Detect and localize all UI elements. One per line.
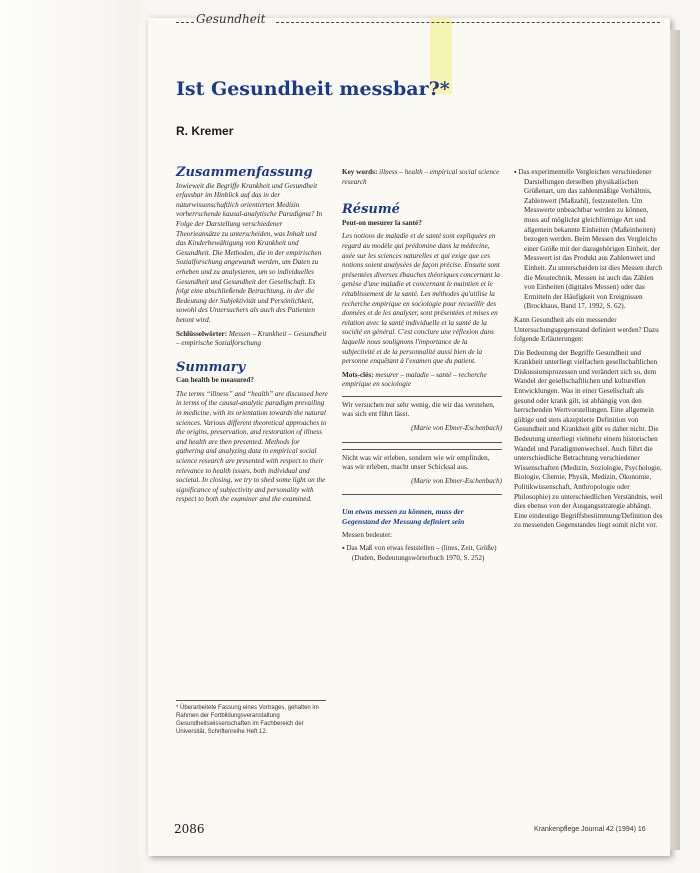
quote-2-source: (Marie von Ebner-Eschenbach) xyxy=(411,476,502,485)
scan-background xyxy=(0,0,140,873)
col3-paragraph-1: Kann Gesundheit als ein messender Untersuchungsgegenstand definiert werden? Dazu folgende Erläuterungen: xyxy=(514,315,659,344)
box-bullet-text: Das Maß von etwas feststellen – (lines, Zeit, Größe) (Duden, Bedeutungswörterbuch 1970, S. 252) xyxy=(346,544,497,562)
keywords-de: Messen – Krankheit – Gesundheit – empirische Sozialforschung xyxy=(176,329,327,348)
quote-2-text: Nicht was wir erleben, sondern wie wir empfinden, was wir erleben, macht unser Schicksal aus. xyxy=(342,453,490,472)
col3-bullet-text: Das experimentelle Vergleichen verschiedener Darstellungen derselben physikalischen Größenart, um das zahlenmäßige Verhältnis, Zahlenwert (Maßzahl), festzustellen. Um Messwerte unbeachtbar werden zu können, muss auf möglichst gleichförmige Art und allgemein bekannte Einheiten (Maßeinheiten) bezogen werden. Beim Messen des Vergleichs einer Größe mit der dazugehörigen Einheit, der Messwert ist das Produkt aus Zahlenwert und Einheit. Zu unterscheiden ist dies Messen durch die Messtechnik. Messen ist auch das Zählen von Einheiten (digitales Messen) oder das Ermitteln der Häufigkeit von Ereignissen (Brockhaus, Band 17, 1992, S. 62). xyxy=(518,168,662,311)
footnote: * Überarbeitete Fassung eines Vortrages, gehalten im Rahmen der Fortbildungsveranstaltung Gesundheitswissenschaften im Fachbereich der Universität, Schriftenreihe Heft 12. xyxy=(176,700,326,736)
resume-heading: Résumé xyxy=(342,202,400,218)
quote-box-2 xyxy=(342,449,502,496)
zusammenfassung-text: Inwieweit die Begriffe Krankheit und Gesundheit erfassbar im Hinblick auf das in der naturwissenschaftlich orientierten Medizin vorherrschende kausal-analytische Paradigma? In Folge der Darstellung verschiedener Theorieansätze zu unterscheiden, was Inhalt und das Kinderbewältigung von Krankheit und Gesundheit. Die Methoden, die in der empirischen Sozialforschung angewandt werden, um Daten zu erheben und zu analysieren, um so individuelles Gesundheit und Gesundheit der Gesellschaft. Es folgt eine abschließende Betrachtung, in der die Bedeutung der Subjektivität und Persönlichkeit, sowohl des Untersuchers als auch des Patienten betont wird. xyxy=(176,181,323,324)
box-bullet: ▪ Das Maß von etwas feststellen – (lines, Zeit, Größe) (Duden, Bedeutungswörterbuch 1970, S. 252) xyxy=(342,544,497,562)
column-1 xyxy=(176,165,328,509)
header-rule-left xyxy=(176,22,194,24)
quote-1-source: (Marie von Ebner-Eschenbach) xyxy=(411,424,502,433)
keywords-en: illness – health – empirical social science research xyxy=(342,168,500,186)
zusammenfassung-heading: Zusammenfassung xyxy=(176,165,313,180)
keywords-label-en: Key words: xyxy=(342,168,378,176)
summary-subheading: Can health be measured? xyxy=(176,376,254,385)
article-title: Ist Gesundheit messbar?* xyxy=(176,78,450,100)
article-author: R. Kremer xyxy=(176,124,234,138)
header-rule-right xyxy=(276,22,660,24)
quote-box-1 xyxy=(342,396,502,443)
box-lead: Messen bedeutet: xyxy=(342,530,393,539)
col3-bullet: ▪ Das experimentelle Vergleichen verschiedener Darstellungen derselben physikalischen Größenart, um das zahlenmäßige Verhältnis, Zahlenwert (Maßzahl), festzustellen. Um Messwerte unbeachtbar werden zu können, muss auf möglichst gleichförmige Art und allgemein bekannte Einheiten (Maßeinheiten) bezogen werden. Beim Messen des Vergleichs einer Größe mit der dazugehörigen Einheit, der Messwert ist das Produkt aus Zahlenwert und Einheit. Zu unterscheiden ist dies Messen durch die Messtechnik. Messen ist auch das Zählen von Einheiten (digitales Messen) oder das Ermitteln der Häufigkeit von Ereignissen (Brockhaus, Band 17, 1992, S. 62). xyxy=(514,168,662,311)
box-heading: Um etwas messen zu können, muss der Gegenstand der Messung definiert sein xyxy=(342,507,465,527)
summary-heading: Summary xyxy=(176,359,246,375)
page-number: 2086 xyxy=(174,822,205,836)
resume-subheading: Peut-on mesurer la santé? xyxy=(342,218,422,227)
keywords-label-de: Schlüsselwörter: xyxy=(176,329,228,338)
summary-text: The terms “illness” and “health” are discussed here in terms of the causal-analytic paradigm prevailing in medicine, with its orientation towards the natural sciences. Various different theoretical approaches to the origins, preservation, and restoration of illness and health are then presented. Methods for gathering and analyzing data in empirical social science research are presented with respect to their relevance to health issues, both individual and societal. In closing, we try to shed some light on the significance of subjectivity and personality with respect to both the examiner and the examined. xyxy=(176,389,328,504)
journal-footer: Krankenpflege Journal 42 (1994) 16 xyxy=(534,826,646,833)
keywords-fr: mesurer – maladie – santé – recherche empirique en sociologie xyxy=(342,370,487,389)
page-edge xyxy=(670,30,680,850)
resume-text: Les notions de maladie et de santé sont expliquées en regard au modèle qui prédomine dans la médecine, axée sur les sciences naturelles et qui exige que ces notions soient analysées de façon précise. Ensuite sont présentées diverses ébauches théoriques concernant la genèse d'une maladie et concernant le maintien et le rétablissement de la santé. Les méthodes qu'utilise la recherche empirique en sociologie pour recueillir des données et de les analyser, sont présentées et mises en relation avec la santé individuelle et la santé de la société en général. C'est conclure une réflexion dans laquelle nous soulignons l'importance de la subjectivité et de la personnalité aussi bien de la personne enquêtant à l'examen que du patient. xyxy=(342,232,500,366)
column-3 xyxy=(514,168,664,535)
column-2 xyxy=(342,168,502,567)
section-label: Gesundheit xyxy=(196,12,266,26)
col3-paragraph-2: Die Bedeutung der Begriffe Gesundheit und Krankheit unterliegt vielfachen gesellschaftlichen Diskussionsprozessen und verändert sich so, dem Wandel der gesellschaftlichen und kulturellen Entwicklungen. Was in einer Gesellschaft als gesund oder krank gilt, ist abhängig von den herrschenden Wertvorstellungen. Eine allgemein gültige und stets akzeptierte Definition von Gesundheit und Krankheit gibt es daher nicht. Die Bedeutung unterliegt vielmehr einem historischen Wandel und Paradigmenwechsel. Auch führt die unterschiedliche Betrachtung verschiedener Wissenschaften (Medizin, Soziologie, Psychologie, Biologie, Chemie, Physik, Medizin, Ökonomie, Politikwissenschaft, Anthropologie oder Philosophie) zu unterschiedlichen Verständnis, weil dies ebenso von der Ausgangsstrategie abhängt. Eine eindeutige Begriffsbestimmung/Definition des zu messenden Gegenstandes liegt somit nicht vor. xyxy=(514,348,663,530)
quote-1-text: Wir versuchen nur sehr wenig, die wir das verstehen, was sich ent führt lässt. xyxy=(342,400,495,419)
keywords-label-fr: Mots-clés: xyxy=(342,370,374,379)
